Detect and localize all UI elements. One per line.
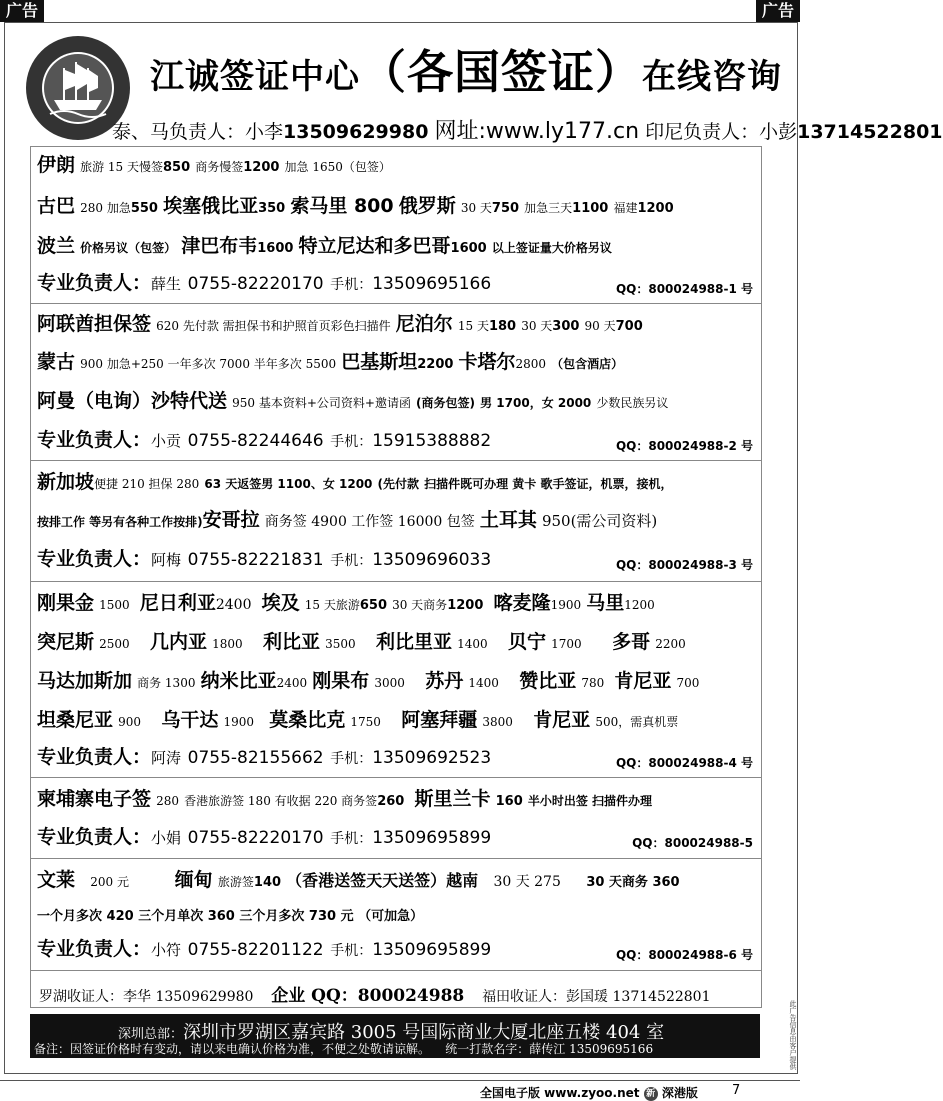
manager-line: 专业负责人：小娟 0755-82220170 手机：13509695899 [37, 826, 492, 848]
page-number: 7 [732, 1083, 741, 1098]
page-footer [0, 1080, 800, 1101]
qq-number: QQ：800024988-1 号 [615, 282, 753, 296]
contact-line: 泰、马负责人：小李13509629980 网址:www.ly177.cn 印尼负责人：小彭13714522801 [112, 119, 943, 144]
side-note: 此广告信息由客户提供 [789, 1000, 797, 1070]
receiver-line: 罗湖收证人：李华 13509629980 企业 QQ：800024988 福田收证人：彭国瑗 13714522801 [39, 986, 711, 1006]
section-6 [31, 858, 761, 971]
manager-line: 专业负责人：小符 0755-82201122 手机：13509695899 [37, 938, 492, 960]
list-item: 蒙古 900 加急+250 一年多次 7000 半年多次 5500 巴基斯坦2200 卡塔尔2800 （包含酒店） [37, 351, 624, 373]
address-bar: 深圳总部：深圳市罗湖区嘉宾路 3005 号国际商业大厦北座五楼 404 室 备注：因签证价格时有变动，请以来电确认价格为准，不便之处敬请谅解。 统一打款名字：薛传江 13509695166 [30, 1014, 760, 1058]
manager-line: 专业负责人：小贡 0755-82244646 手机：15915388882 [37, 429, 492, 451]
section-5 [31, 777, 761, 859]
page-title: 江诚签证中心（各国签证）在线咨询 [150, 45, 782, 99]
list-item: 阿联酋担保签 620 先付款 需担保书和护照首页彩色扫描件 尼泊尔 15 天180 30 天300 90 天700 [37, 313, 643, 335]
list-item: 坦桑尼亚 900 乌干达 1900 莫桑比克 1750 阿塞拜疆 3800 肯尼亚 500，需真机票 [37, 709, 679, 731]
visa-table [30, 146, 762, 1008]
list-item: 新加坡便捷 210 担保 280 63 天返签男 1100、女 1200 (先付款 扫描件既可办理 黄卡 歌手签证，机票，接机， [37, 471, 673, 493]
list-item: 按排工作 等另有各种工作按排)安哥拉 商务签 4900 工作签 16000 包签 土耳其 950(需公司资料) [37, 509, 658, 531]
list-item: 古巴 280 加急550 埃塞俄比亚350 索马里 800 俄罗斯 30 天750 加急三天1100 福建1200 [37, 195, 674, 217]
list-item: 波兰 价格另议（包签） 津巴布韦1600 特立尼达和多巴哥1600 以上签证量大价格另议 [37, 235, 612, 257]
list-item: 突尼斯 2500 几内亚 1800 利比亚 3500 利比里亚 1400 贝宁 1700 多哥 2200 [37, 631, 686, 653]
ad-label-left: 广告 [0, 0, 44, 22]
list-item: 阿曼（电询）沙特代送 950 基本资料+公司资料+邀请函 (商务包签) 男 1700，女 2000 少数民族另议 [37, 390, 669, 412]
manager-line: 专业负责人：阿梅 0755-82221831 手机：13509696033 [37, 548, 492, 570]
qq-number: QQ：800024988-6 号 [615, 948, 753, 962]
edition-line: 全国电子版 www.zyoo.net 新 深港版 [480, 1086, 698, 1100]
manager-line: 专业负责人：薛生 0755-82220170 手机：13509695166 [37, 272, 492, 294]
list-item: 柬埔寨电子签 280 香港旅游签 180 有收据 220 商务签260 斯里兰卡 160 半小时出签 扫描件办理 [37, 788, 653, 810]
list-item: 马达加斯加 商务 1300 纳米比亚2400 刚果布 3000 苏丹 1400 赞比亚 780 肯尼亚 700 [37, 670, 700, 692]
qq-number: QQ：800024988-2 号 [615, 439, 753, 453]
manager-line: 专业负责人：阿涛 0755-82155662 手机：13509692523 [37, 746, 492, 768]
section-2 [31, 303, 761, 461]
section-4 [31, 581, 761, 778]
section-1 [31, 147, 761, 304]
list-item: 一个月多次 420 三个月单次 360 三个月多次 730 元 （可加急） [37, 909, 424, 924]
list-item: 伊朗 旅游 15 天慢签850 商务慢签1200 加急 1650（包签） [37, 154, 391, 176]
list-item: 刚果金 1500 尼日利亚2400 埃及 15 天旅游650 30 天商务1200 喀麦隆1900 马里1200 [37, 592, 655, 614]
qq-number: QQ：800024988-4 号 [615, 756, 753, 770]
ad-label-right: 广告 [756, 0, 800, 22]
header [20, 28, 943, 146]
section-3 [31, 460, 761, 582]
qq-number: QQ：800024988-5 [632, 836, 753, 850]
qq-number: QQ：800024988-3 号 [615, 558, 753, 572]
edition-seal-icon: 新 [644, 1087, 658, 1101]
list-item: 文莱 200 元 缅甸 旅游签140 （香港送签天天送签）越南 30 天 275 30 天商务 360 [37, 869, 680, 891]
